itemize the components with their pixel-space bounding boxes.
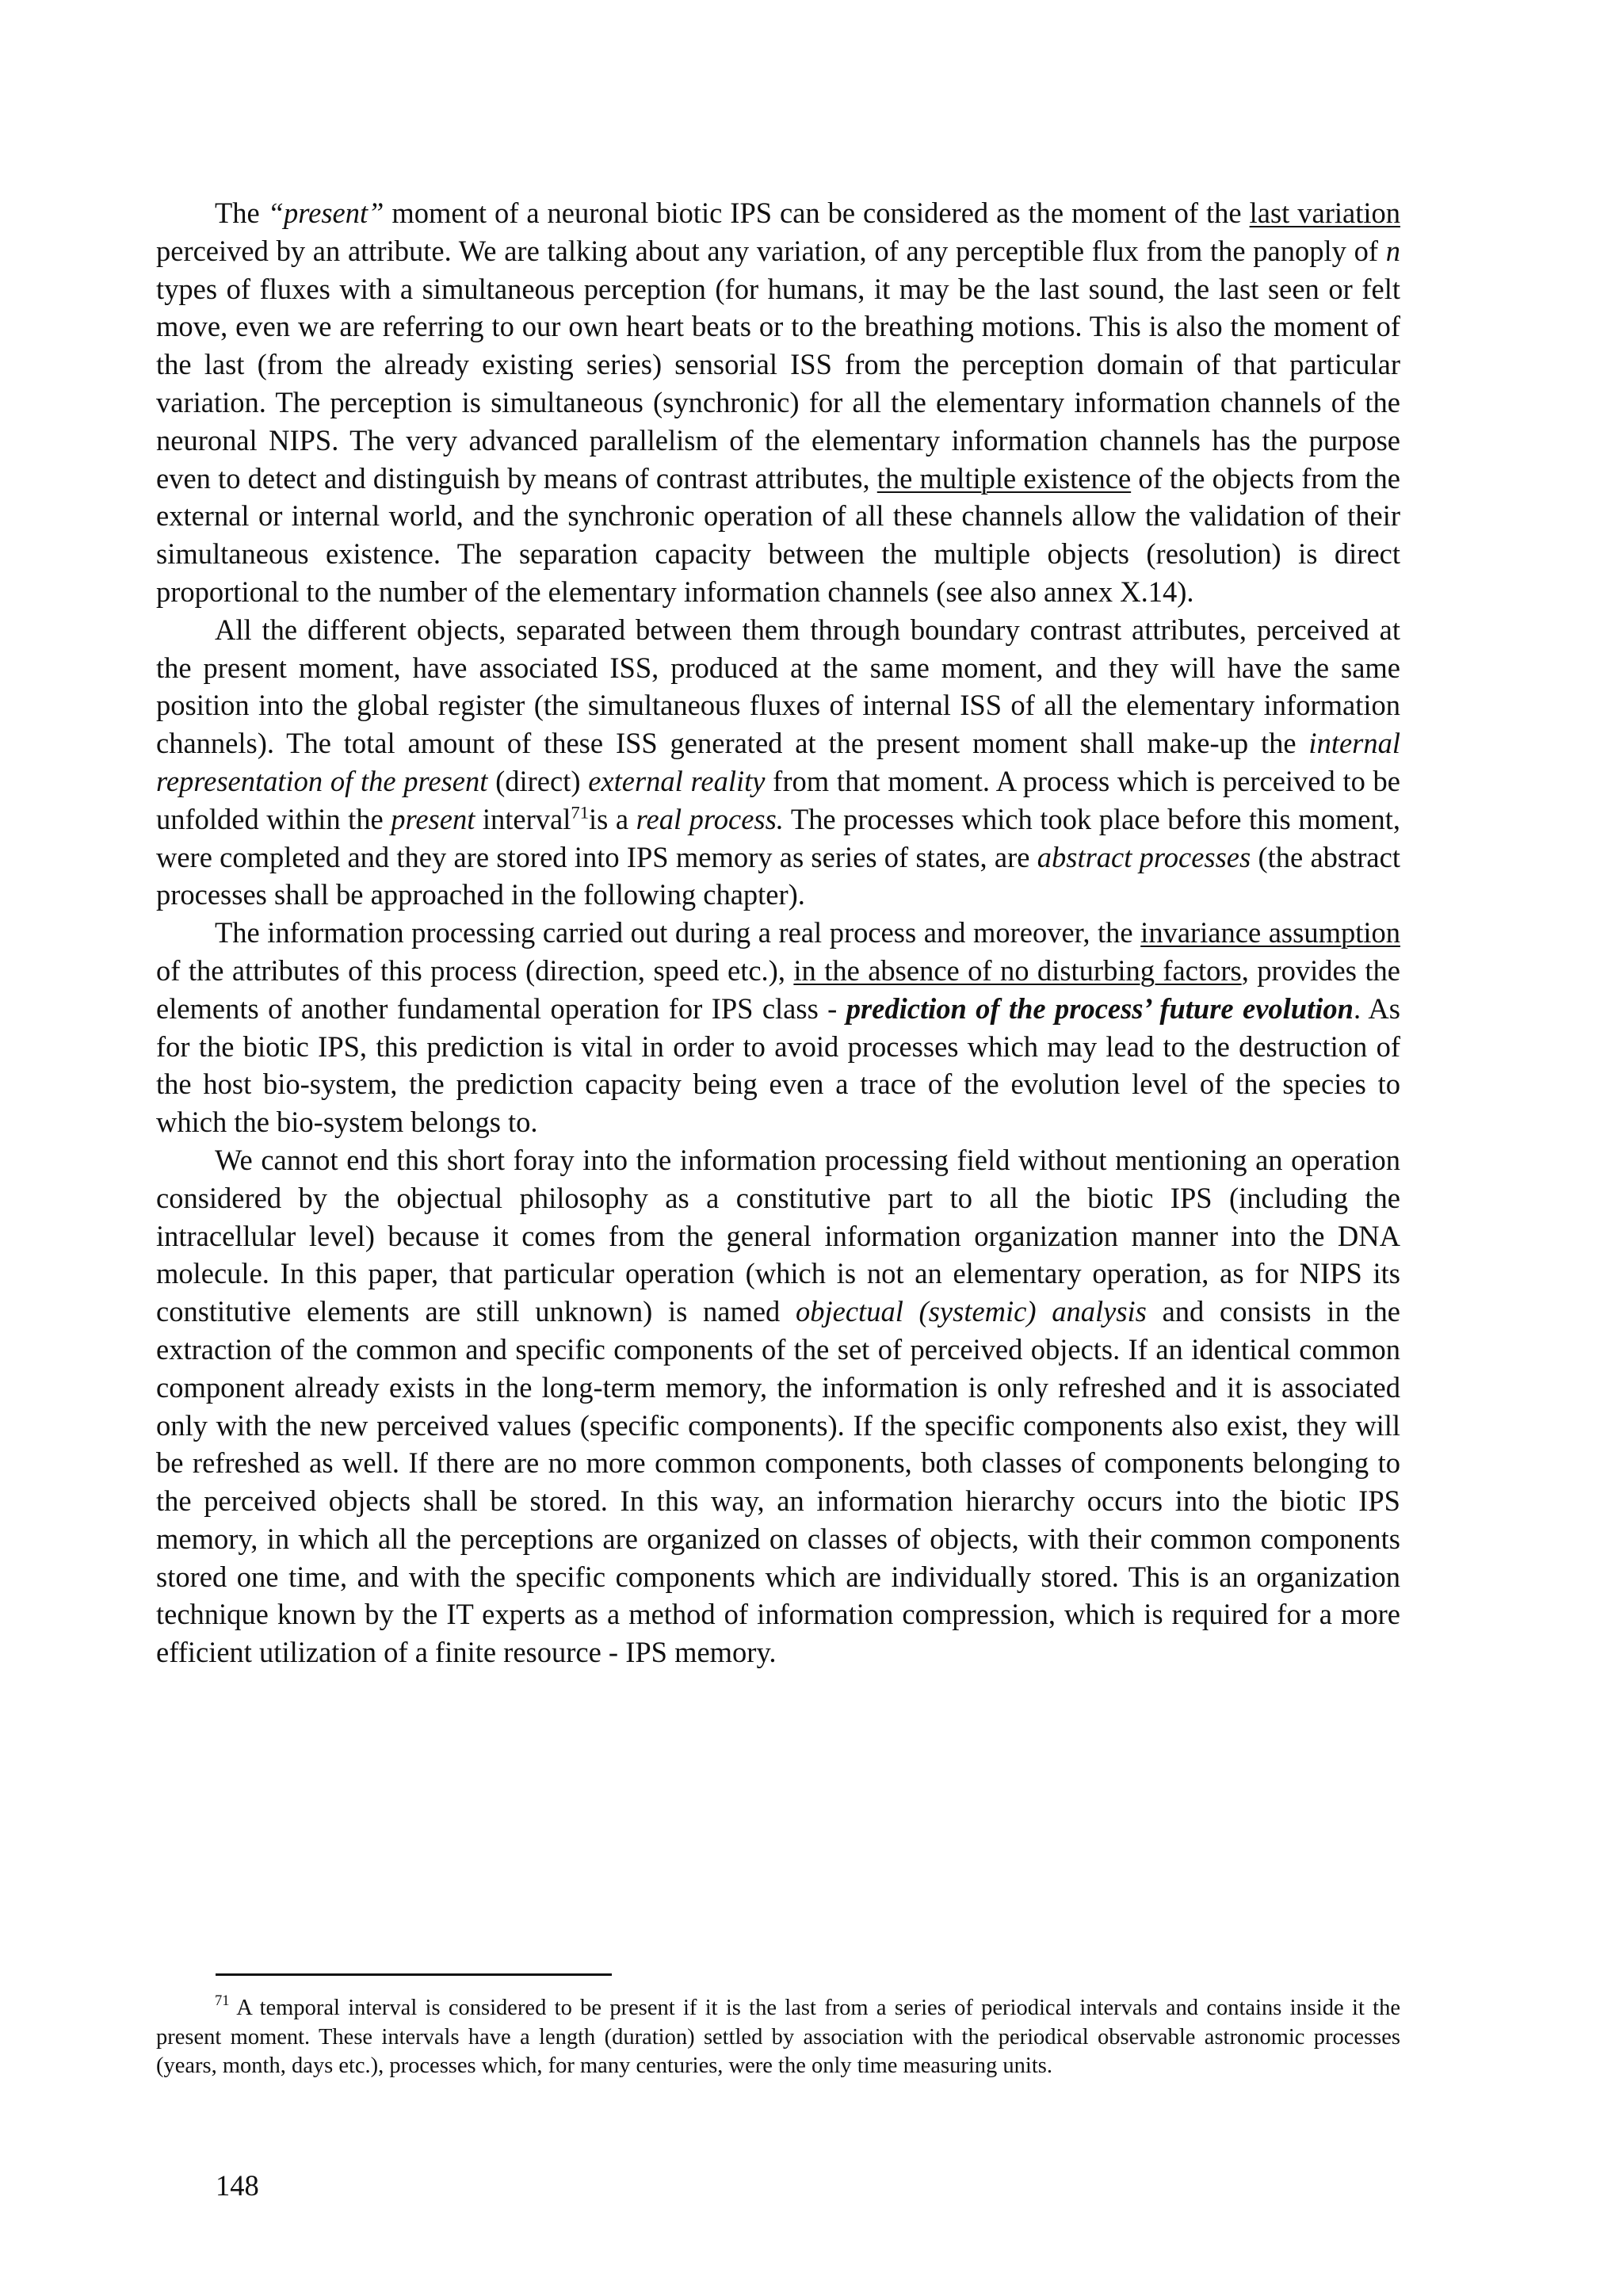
- footnote-reference: 71: [571, 802, 590, 823]
- main-text: [156, 194, 1400, 1671]
- text-run: abstract processes: [1037, 840, 1251, 873]
- text-run: We cannot end this short foray into the information processing field without mentioning an operation considered by the objectual philosophy as a constitutive part to all the biotic IPS (including the intracellular level) because it comes from the general information organization manner into the DNA molecule. In this paper, that particular operation (which is not an elementary operation, as for NIPS its constitutive elements are still unknown) is named: [156, 1143, 1400, 1328]
- text-run: in the absence of no disturbing factors: [793, 953, 1242, 987]
- footnote-separator: [216, 1973, 612, 1976]
- text-run: The information processing carried out during a real process and moreover, the: [215, 916, 1141, 949]
- footnote-marker: 71: [215, 1992, 230, 2009]
- footnote: [156, 1994, 1400, 2081]
- text-run: prediction of the process’ future evolution: [846, 991, 1354, 1025]
- text-run: from that moment. A process which is perceived to be unfolded within the: [156, 764, 1401, 835]
- text-run: perceived by an attribute. We are talking about any variation, of any perceptible flux from the panoply of: [156, 234, 1386, 267]
- text-run: real process.: [636, 802, 784, 835]
- text-run: (the abstract processes shall be approached in the following chapter).: [156, 840, 1400, 911]
- text-run: n: [1385, 234, 1400, 267]
- text-run: is a: [589, 802, 636, 835]
- page-number: 148: [216, 2169, 259, 2202]
- text-run: present: [391, 802, 475, 835]
- text-run: the multiple existence: [876, 461, 1132, 495]
- paragraph: [156, 194, 1400, 611]
- paragraph: [156, 914, 1400, 1141]
- text-run: All the different objects, separated between them through boundary contrast attributes, perceived at the present moment, have associated ISS, produced at the same moment, and they will have the same position into the global register (the simultaneous fluxes of internal ISS of all the elementary information channels). The total amount of these ISS generated at the present moment shall make-up the: [156, 613, 1400, 760]
- text-run: invariance assumption: [1140, 916, 1400, 949]
- text-run: interval: [475, 802, 571, 835]
- text-run: and consists in the extraction of the common and specific components of the set of perceived objects. If an identical common component already exists in the long-term memory, the information is only refreshed and it is associated only with the new perceived values (specific components). If the specific components also exist, they will be refreshed as well. If there are no more common components, both classes of components belonging to the perceived objects shall be stored. In this way, an information hierarchy occurs into the biotic IPS memory, in which all the perceptions are organized on classes of objects, with their common components stored one time, and with the specific components which are individually stored. This is an organization technique known by the IT experts as a method of information compression, which is required for a more efficient utilization of a finite resource - IPS memory.: [156, 1295, 1401, 1669]
- text-run: types of fluxes with a simultaneous perception (for humans, it may be the last sound, the last seen or felt move, even we are referring to our own heart beats or to the breathing motions. This is also the moment of the last (from the already existing series) sensorial ISS from the perception domain of that particular variation. The perception is simultaneous (synchronic) for all the elementary information channels of the neuronal NIPS. The very advanced parallelism of the elementary information channels has the purpose even to detect and distinguish by means of contrast attributes,: [156, 272, 1400, 495]
- paragraph: [156, 611, 1400, 914]
- text-run: The processes which took place before this moment, were completed and they are stored into IPS memory as series of states, are: [156, 802, 1401, 873]
- footnote-paragraph: [156, 1994, 1400, 2081]
- paragraph: [156, 1141, 1400, 1671]
- text-run: “present”: [267, 197, 384, 229]
- text-run: of the attributes of this process (direction, speed etc.),: [156, 953, 794, 987]
- text-run: of the objects from the external or internal world, and the synchronic operation of all these channels allow the validation of their simultaneous existence. The separation capacity between the multiple objects (resolution) is direct proportional to the number of the elementary information channels (see also annex X.14).: [156, 461, 1400, 608]
- text-run: objectual (systemic) analysis: [796, 1295, 1147, 1328]
- text-run: (direct): [487, 764, 589, 797]
- text-run: . As for the biotic IPS, this prediction is vital in order to avoid processes which may lead to the destruction of the host bio-system, the prediction capacity being even a trace of the evolution level of the species to which the bio-system belongs to.: [156, 991, 1400, 1139]
- text-run: internal representation of the present: [156, 727, 1400, 797]
- text-run: last variation: [1249, 197, 1400, 229]
- footnote-text: A temporal interval is considered to be present if it is the last from a series of periodical intervals and contains inside it the present moment. These intervals have a length (duration) settled by association with the periodical observable astronomic processes (years, month, days etc.), processes which, for many centuries, were the only time measuring units.: [156, 1996, 1400, 2078]
- text-run: external reality: [588, 764, 766, 797]
- text-run: The: [215, 197, 268, 229]
- text-run: , provides the elements of another fundamental operation for IPS class -: [156, 953, 1400, 1025]
- text-run: moment of a neuronal biotic IPS can be considered as the moment of the: [384, 197, 1250, 229]
- page-body: [156, 194, 1400, 1671]
